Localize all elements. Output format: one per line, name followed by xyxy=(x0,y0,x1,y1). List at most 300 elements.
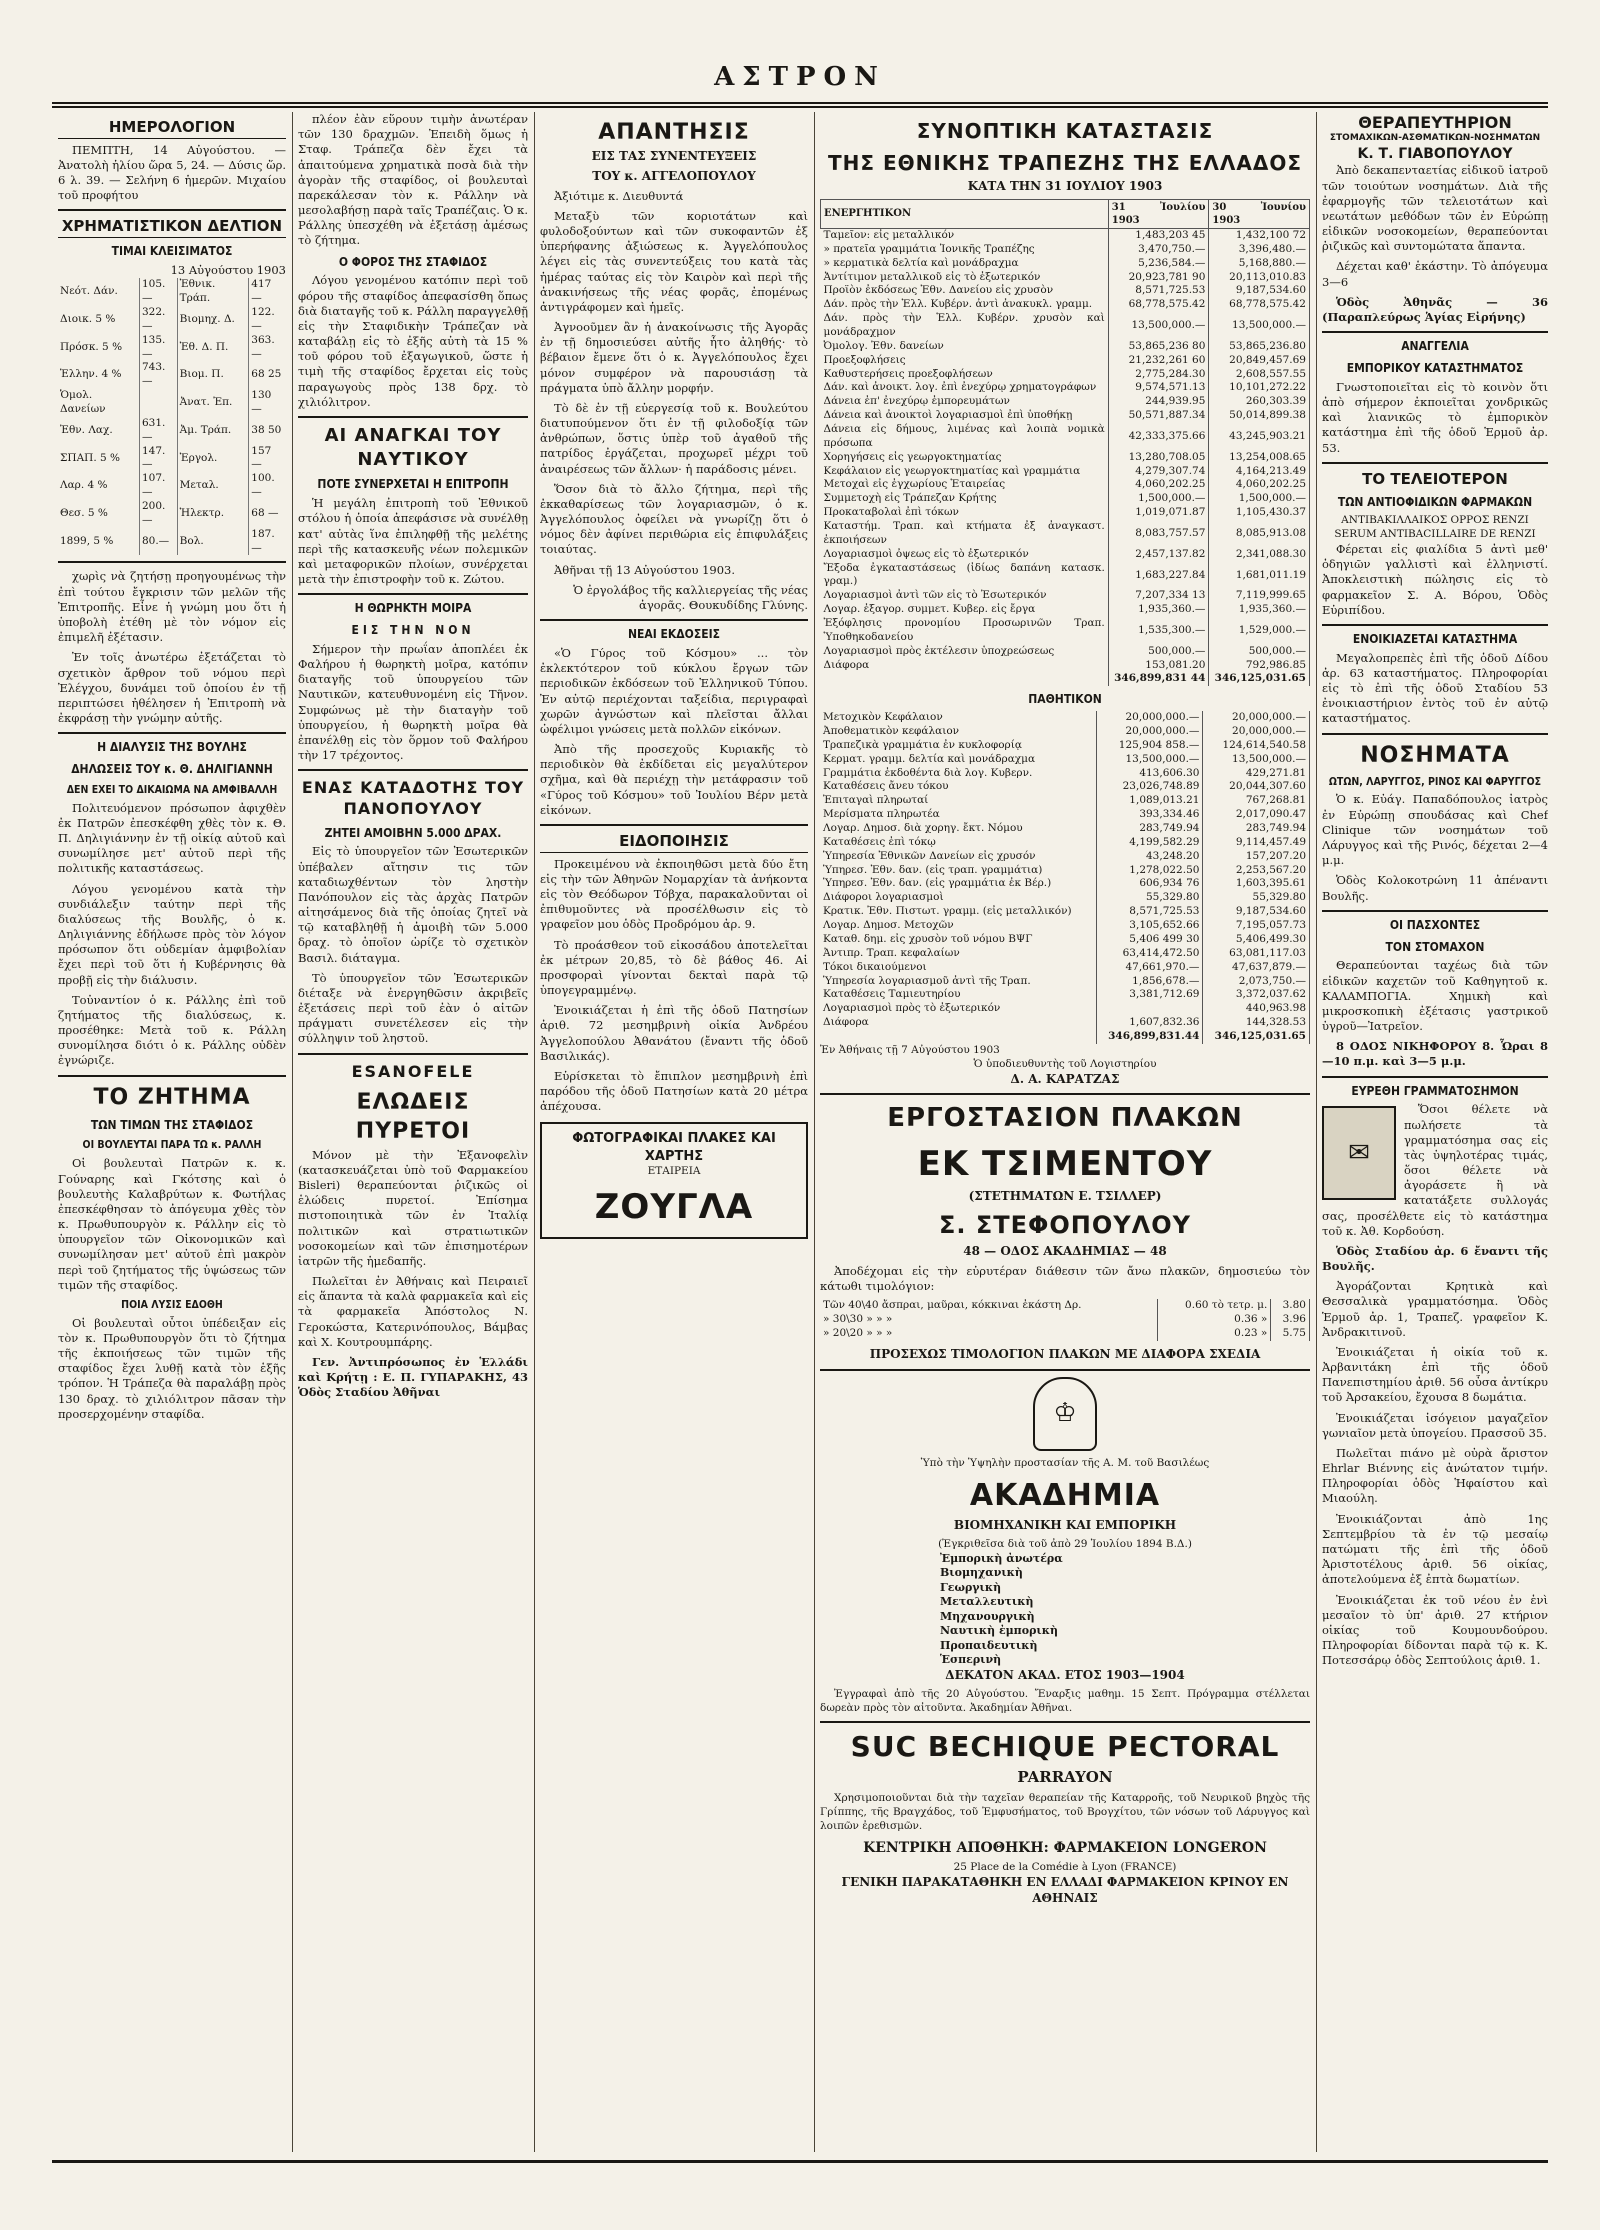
ad-contact: Γεν. Ἀντιπρόσωπος ἐν Ἑλλάδι καὶ Κρήτῃ : Ε. Π. ΓΥΠΑΡΑΚΗΣ, 43 Ὁδὸς Σταδίου Ἀθῆναι xyxy=(298,1355,528,1400)
classified-paragraph: Ἐνοικιάζεται ἐκ τοῦ νέου ἐν ἑνὶ μεσαῖον τὸ ὑπ' ἀριθ. 27 κτήριον οἰκίας τοῦ Κουμουνδούρου. Πληροφορίαι δίδονται παρὰ τῷ κ. Κ. Ποτεσσάρῳ ὁδὸς Σεπτούλοις ἀριθ. 1. xyxy=(1322,1592,1548,1668)
table-cell: 7,119,999.65 xyxy=(1209,589,1310,603)
article-paragraph: Ἡ μεγάλη ἐπιτροπὴ τοῦ Ἐθνικοῦ στόλου ἡ ὁποία ἀπεφάσισε νὰ συνέλθῃ κατ' αὐτὰς ἵνα ἐπιληφθῇ τῆς μελέτης περὶ τῆς κατασκευῆς νέων πολεμικῶν καὶ μεταφορικῶν πλοίων, συνέρχεται μετὰ τὴν ἐπιστροφὴν τοῦ κ. Ζώτου. xyxy=(298,496,528,587)
passive-row xyxy=(820,877,1310,891)
ad-paragraph: Γνωστοποιεῖται εἰς τὸ κοινὸν ὅτι ἀπὸ σήμερον ἐκποιεῖται χονδρικῶς καὶ λιανικῶς τὸ ἐμπορικὸν κατάστημα ἐπὶ τῆς ὁδοῦ Ἑρμοῦ ἀρ. 53. xyxy=(1322,379,1548,455)
rate-row xyxy=(58,417,286,445)
serum-subtitle: ΤΩΝ ΑΝΤΙΟΦΙΔΙΚΩΝ ΦΑΡΜΑΚΩΝ xyxy=(1337,495,1533,510)
tile-price-table xyxy=(820,1299,1310,1341)
active-row xyxy=(821,381,1310,395)
table-cell: 8,571,725.53 xyxy=(1096,905,1203,919)
table-cell: Ἐθνικ. Τράπ. xyxy=(177,278,249,306)
table-cell: Δάνεια εἰς δήμους, λιμένας καὶ λοιπὰ νομικὰ πρόσωπα xyxy=(821,423,1109,451)
divider xyxy=(1322,331,1548,333)
column-4 xyxy=(820,112,1310,2152)
tile-price-row xyxy=(820,1299,1310,1313)
academy-school-item: Ἐμπορικὴ ἀνωτέρα xyxy=(940,1551,1063,1565)
table-cell: 5,236,584.— xyxy=(1108,257,1209,271)
ad-paragraph: Μεγαλοπρεπὲς ἐπὶ τῆς ὁδοῦ Δίδου ἀρ. 63 καταστήματος. Πληροφορίαι εἰς τὸ ἐπὶ τῆς ὁδοῦ Σταδίου 53 ἐνοικιαστήριον ἐντὸς τοῦ ἐν αὐτῷ καταστήματος. xyxy=(1322,650,1548,726)
table-cell: Προκαταβολαὶ ἐπὶ τόκων xyxy=(821,506,1109,520)
table-cell: Τῶν 40\40 ἄσπραι, μαῦραι, κόκκιναι ἐκάστη Δρ. xyxy=(820,1299,1157,1313)
table-cell: 125,904 858.— xyxy=(1096,739,1203,753)
table-cell: Τόκοι δικαιούμενοι xyxy=(820,961,1096,975)
naval-subtitle: ΠΟΤΕ ΣΥΝΕΡΧΕΤΑΙ Η ΕΠΙΤΡΟΠΗ xyxy=(317,477,509,492)
table-cell: 1,935,360.— xyxy=(1108,603,1209,617)
stomach-subtitle: ΤΟΝ ΣΤΟΜΑΧΟΝ xyxy=(1385,939,1485,954)
ad-address: Ὁδὸς Σταδίου ἀρ. 6 ἔναντι τῆς Βουλῆς. xyxy=(1322,1243,1548,1274)
bottom-rule xyxy=(52,2160,1548,2163)
table-cell: 13,500,000.— xyxy=(1203,753,1310,767)
article-paragraph: Τὸ ὑπουργεῖον τῶν Ἐσωτερικῶν διέταξε νὰ ἐνεργηθῶσιν ἀκριβεῖς ἐξετάσεις περὶ τοῦ ἐὰν ὁ αἰτῶν πράγματι συνετέλεσεν εἰς τὴν σύλληψιν τοῦ ληστοῦ. xyxy=(298,970,528,1046)
table-cell: Ἀνατ. Ἐπ. xyxy=(177,389,249,417)
diseases-title: ΝΟΣΗΜΑΤΑ xyxy=(1360,742,1510,768)
table-cell: Λογαριασμοὶ πρὸς ἐκτέλεσιν ὑποχρεώσεως xyxy=(821,645,1109,659)
table-cell: 9,574,571.13 xyxy=(1108,381,1209,395)
ad-paragraph: Ὁ κ. Εὐάγ. Παπαδόπουλος ἰατρὸς ἐν Εὐρώπῃ σπουδάσας καὶ Chef Clinique τῶν νοσημάτων τοῦ Λάρυγγος καὶ τῆς Ρινός, δέχεται 2—4 μ.μ. xyxy=(1322,792,1548,868)
photo-brand: ΖΟΥΓΛΑ xyxy=(594,1186,754,1227)
academy-school-item: Βιομηχανικὴ xyxy=(940,1566,1023,1580)
column-rule xyxy=(292,112,293,2152)
ad-paragraph: Πωλεῖται ἐν Ἀθήναις καὶ Πειραιεῖ εἰς ἅπαντα τὰ καλὰ φαρμακεῖα καὶ εἰς τὰ φαρμακεῖα Ἀπόστολος Ν. Γεροκώστα, Κατερινόπουλος, Βάμβας καὶ Χ. Κουτρουμπάρης. xyxy=(298,1274,528,1349)
table-cell: Θεσ. 5 % xyxy=(58,500,139,528)
passive-row xyxy=(820,822,1310,836)
table-cell: 80.— xyxy=(139,528,177,556)
active-row xyxy=(821,395,1310,409)
active-row xyxy=(821,368,1310,382)
calendar-text: ΠΕΜΠΤΗ, 14 Αὐγούστου. — Ἀνατολὴ ἡλίου ὥρα 5, 24. — Δύσις ὥρ. 6 λ. 39. — Σελήνη 6 ἡμερῶν. Μιχαίου τοῦ προφήτου xyxy=(58,142,286,203)
table-cell: 346,899,831 44 xyxy=(1108,672,1209,686)
ad-paragraph: Ὅσοι θέλετε νὰ πωλήσετε τὰ γραμματόσημα σας εἰς τὰς ὑψηλοτέρας τιμάς, ὅσοι θέλετε νὰ ἀγοράσετε ἢ νὰ κατατάξετε συλλογάς σας, προσέλθετε εἰς τὸ κατάστημα τοῦ κ. Ἀθ. Κορδούση. xyxy=(1322,1102,1548,1238)
table-cell: Ἐθ. Δ. Π. xyxy=(177,334,249,362)
table-cell: 5,406,499.30 xyxy=(1203,933,1310,947)
table-cell: Ὑπηρεσία Ἐθνικῶν Δανείων εἰς χρυσόν xyxy=(820,850,1096,864)
staphis-subtitle: ΤΩΝ ΤΙΜΩΝ ΤΗΣ ΣΤΑΦΙΔΟΣ xyxy=(90,1117,254,1132)
rate-row xyxy=(58,278,286,306)
active-row xyxy=(821,589,1310,603)
academy-text: Ἐγγραφαὶ ἀπὸ τῆς 20 Αὐγούστου. Ἔναρξις μαθημ. 15 Σεπτ. Πρόγραμμα στέλλεται δωρεὰν πρὸς τὸν αἰτοῦντα. Ἀκαδημίαν Ἀθῆναι. xyxy=(820,1687,1310,1714)
academy-title: ΑΚΑΔΗΜΙΑ xyxy=(969,1478,1161,1514)
table-cell: 122.— xyxy=(251,306,275,332)
stamp-icon: ✉ xyxy=(1322,1106,1396,1200)
divider xyxy=(58,1075,286,1077)
diseases-subtitle: ΩΤΩΝ, ΛΑΡΥΓΓΟΣ, ΡΙΝΟΣ ΚΑΙ ΦΑΡΥΓΓΟΣ xyxy=(1328,775,1542,788)
stomach-title: ΟΙ ΠΑΣΧΟΝΤΕΣ xyxy=(1389,917,1481,932)
table-cell: 9,187,534.60 xyxy=(1203,905,1310,919)
active-row xyxy=(821,465,1310,479)
academy-patronage: Ὑπὸ τὴν Ὑψηλὴν προστασίαν τῆς Α. Μ. τοῦ Βασιλέως xyxy=(920,1456,1210,1469)
table-cell: 147.— xyxy=(139,445,177,473)
table-cell: 68,778,575.42 xyxy=(1209,298,1310,312)
table-cell: 283,749.94 xyxy=(1203,822,1310,836)
ad-paragraph: Θεραπεύονται ταχέως διὰ τῶν εἰδικῶν καχετῶν τοῦ Καθηγητοῦ κ. ΚΑΛΑΜΠΟΓΙΑ. Χημικὴ καὶ μικροσκοπικὴ ἐξέτασις γαστρικοῦ ὑγροῦ—Ἰατρεῖον. xyxy=(1322,958,1548,1034)
table-cell: Ὁμολ. Δανείων xyxy=(58,389,139,417)
balance-date-title: ΚΑΤΑ ΤΗΝ 31 ΙΟΥΛΙΟΥ 1903 xyxy=(967,178,1163,193)
table-cell: 440,963.98 xyxy=(1203,1002,1310,1016)
table-cell: Μερίσματα πληρωτέα xyxy=(820,808,1096,822)
active-row xyxy=(821,451,1310,465)
serum-title: ΤΟ ΤΕΛΕΙΟΤΕΡΟΝ xyxy=(1362,469,1508,488)
suc-address: 25 Place de la Comédie à Lyon (FRANCE) xyxy=(953,1861,1177,1874)
passive-row xyxy=(820,891,1310,905)
table-cell: Ἀποθεματικὸν κεφάλαιον xyxy=(820,725,1096,739)
table-cell: 1,019,071.87 xyxy=(1108,506,1209,520)
tile-footer: ΠΡΟΣΕΧΩΣ ΤΙΜΟΛΟΓΙΟΝ ΠΛΑΚΩΝ ΜΕ ΔΙΑΦΟΡΑ ΣΧΕΔΙΑ xyxy=(869,1346,1261,1361)
passive-row xyxy=(820,767,1310,781)
passive-row xyxy=(820,919,1310,933)
divider xyxy=(58,561,286,563)
phoros-title: Ο ΦΟΡΟΣ ΤΗΣ ΣΤΑΦΙΔΟΣ xyxy=(338,254,488,269)
article-paragraph: Τοὐναντίον ὁ κ. Ράλλης ἐπὶ τοῦ ζητήματος τῆς διαλύσεως, κ. προσέθηκε: Μετὰ τοῦ κ. Ράλλη συνομίλησα διότι ὁ κ. Ράλλης οὐδὲν ἐγνώριζε. xyxy=(58,992,286,1068)
passive-row xyxy=(820,933,1310,947)
esanofele-brand: ESANOFELE xyxy=(351,1061,475,1081)
active-row xyxy=(821,645,1310,659)
article-paragraph: Ἀπὸ τῆς προσεχοῦς Κυριακῆς τὸ περιοδικὸν θὰ ἐκδίδεται εἰς μεγαλύτερον σχῆμα, καὶ θὰ περιέχῃ τὴν μετάφρασιν τοῦ «Γύρος τοῦ Κόσμου» τοῦ Ἰουλίου Βέρν μετὰ εἰκόνων. xyxy=(540,742,808,817)
table-cell: 20,000,000.— xyxy=(1096,711,1203,725)
article-paragraph: «Ὁ Γύρος τοῦ Κόσμου» ... τὸν ἐκλεκτότερον τοῦ κύκλου ἔργων τῶν περιοδικῶν ἐκδόσεων τοῦ Ἑλληνικοῦ Τύπου. Ἐν αὐτῷ περιέχονται ταξείδια, περιγραφαὶ χωρῶν ἀγνώστων καὶ πλεῖσται ἄλλαι ὠφέλιμοι γνώσεις μετὰ πολλῶν εἰκόνων. xyxy=(540,645,808,736)
serum-name: ΑΝΤΙΒΑΚΙΛΛΑΙΚΟΣ ΟΡΡΟΣ RENZI xyxy=(1341,514,1529,527)
article-paragraph: Εἰς τὸ ὑπουργεῖον τῶν Ἐσωτερικῶν ὑπέβαλεν αἴτησιν τις τῶν καταδιωχθέντων τὸν ληστὴν Πανόπουλον εἰς τὰς ἀρχὰς Πατρῶν αἰτησάμενος διὰ τῆς ὁποίας ζητεῖ νὰ τῷ καταβληθῇ ἡ ἀμοιβὴ τῶν 5.000 δραχ. τὸ ὁποῖον ὡρίζε τὸ σχετικὸν Βασιλ. διάταγμα. xyxy=(298,844,528,965)
table-cell: 1,278,022.50 xyxy=(1096,864,1203,878)
table-cell: 0.60 τὸ τετρ. μ. xyxy=(1157,1299,1271,1313)
table-cell: Ἑλλην. 4 % xyxy=(58,361,139,389)
tile-address: 48 — ΟΔΟΣ ΑΚΑΔΗΜΙΑΣ — 48 xyxy=(963,1244,1167,1259)
table-cell: 20,000,000.— xyxy=(1203,711,1310,725)
table-cell: Δάν. καὶ ἀνοικτ. λογ. ἐπὶ ἐνεχύρῳ χρηματογράφων xyxy=(821,381,1109,395)
divider xyxy=(298,593,528,595)
passive-row xyxy=(820,836,1310,850)
table-cell: 1899, 5 % xyxy=(58,528,139,556)
table-cell: Διάφοροι λογαριασμοὶ xyxy=(820,891,1096,905)
col-head-a: 31 Ἰουλίου 1903 xyxy=(1108,199,1209,228)
table-cell: 363.— xyxy=(251,333,275,360)
table-cell xyxy=(820,1030,1096,1044)
table-cell: 792,986.85 xyxy=(1209,659,1310,673)
passive-row xyxy=(820,739,1310,753)
table-cell: 20,113,010.83 xyxy=(1209,271,1310,285)
suc-text: Χρησιμοποιοῦνται διὰ τὴν ταχεῖαν θεραπείαν τῆς Καταρροῆς, τοῦ Νευρικοῦ βηχὸς τῆς Γρίππης, τῆς Βραγχάδος, τοῦ Ἐμφυσήματος, τοῦ Βρογχίτου, τῶν νόσων τοῦ Λάρυγγος καὶ λοιπῶν ἐρεθισμῶν. xyxy=(820,1792,1310,1832)
suc-depot: ΚΕΝΤΡΙΚΗ ΑΠΟΘΗΚΗ: ΦΑΡΜΑΚΕΙΟΝ LONGERON xyxy=(863,1839,1267,1856)
ad-paragraph: Δέχεται καθ' ἑκάστην. Τὸ ἀπόγευμα 3—6 xyxy=(1322,259,1548,289)
active-total-row xyxy=(821,672,1310,686)
boule-subtitle-2: ΔΕΝ ΕΧΕΙ ΤΟ ΔΙΚΑΙΩΜΑ ΝΑ ΑΜΦΙΒΑΛΛΗ xyxy=(66,783,278,796)
article-paragraph: Λόγου γενομένου κατόπιν περὶ τοῦ φόρου τῆς σταφίδος ἀπεφασίσθη ὅπως διὰ διαταγῆς τοῦ κ. Ράλλη παραγγελθῇ εἰς τὴν Σταφιδικὴν Τράπεζαν νὰ καταβάλῃ εἰς τὸ ἐξῆς αὐτὴ τὰ 15 % τοῦ φόρου τοῦ ἐξαγωγικοῦ, ὥστε ἡ τιμὴ τῆς σταφίδος ἔρχεται εἰς τοὺς παραγωγοὺς πρὸς 138 δρχ. τὸ χιλιόλιτρον. xyxy=(298,273,528,409)
table-cell: Καταθέσεις ἄνευ τόκου xyxy=(820,780,1096,794)
table-cell: Διάφορα xyxy=(821,659,1109,673)
table-cell: Καταθ. δημ. εἰς χρυσὸν τοῦ νόμου ΒΨΓ xyxy=(820,933,1096,947)
photo-subtitle: ΕΤΑΙΡΕΙΑ xyxy=(647,1164,701,1177)
academy-subtitle: ΒΙΟΜΗΧΑΝΙΚΗ ΚΑΙ ΕΜΠΟΡΙΚΗ xyxy=(953,1518,1177,1533)
active-row xyxy=(821,284,1310,298)
rate-row xyxy=(58,528,286,556)
table-cell: 187.— xyxy=(251,527,275,554)
classified-paragraph: Ἐνοικιάζεται ἡ οἰκία τοῦ κ. Ἀρβανιτάκη ἐπὶ τῆς ὁδοῦ Πανεπιστημίου ἀριθ. 56 οὖσα ἀντίκρυ τοῦ Ἀρσακείου, ἔχουσα 8 δωμάτια. xyxy=(1322,1344,1548,1405)
boule-subtitle: ΔΗΛΩΣΕΙΣ ΤΟΥ κ. Θ. ΔΗΛΙΓΙΑΝΝΗ xyxy=(71,762,273,777)
academy-school-item: Ναυτικὴ ἐμπορικὴ xyxy=(940,1624,1058,1638)
table-cell: Δάν. πρὸς τὴν Ἑλλ. Κυβέρν. ἀντὶ ἀνακυκλ. γραμμ. xyxy=(821,298,1109,312)
balance-title-2: ΤΗΣ ΕΘΝΙΚΗΣ ΤΡΑΠΕΖΗΣ ΤΗΣ ΕΛΛΑΔΟΣ xyxy=(827,151,1302,176)
kataldotis-title: ΕΝΑΣ ΚΑΤΑΔΟΤΗΣ ΤΟΥ ΠΑΝΟΠΟΥΛΟΥ xyxy=(301,778,525,819)
table-cell: Μεταλ. xyxy=(177,472,249,500)
table-cell: Λαρ. 4 % xyxy=(58,472,139,500)
table-cell: Διοικ. 5 % xyxy=(58,306,139,334)
table-cell: Χορηγήσεις εἰς γεωργοκτηματίας xyxy=(821,451,1109,465)
exchange-title: ΧΡΗΜΑΤΙΣΤΙΚΟΝ ΔΕΛΤΙΟΝ xyxy=(58,217,286,238)
table-cell: 47,637,879.— xyxy=(1203,961,1310,975)
letter-signature: Ὁ ἐργολάβος τῆς καλλιεργείας τῆς νέας ἀγορᾶς. Θουκυδίδης Γλύνης. xyxy=(573,582,808,612)
table-cell: 43,248.20 xyxy=(1096,850,1203,864)
article-paragraph: Τὸ δὲ ἐν τῇ εὐεργεσίᾳ τοῦ κ. Βουλεύτου διατυπούμενον ὅτι ἐν τῇ φιλοδοξίᾳ τῶν ἀνθρώπων, ὅστις ὑπὲρ τοῦ ἀγαθοῦ τῆς πατρίδος ἐργάζεται, προχωρεῖ μέχρι τοῦ ἀναιρέσεως τῶν ἄλλων· ἡ παράδοσις μένει. xyxy=(540,400,808,476)
balance-sign: Ὁ ὑποδιευθυντὴς τοῦ Λογιστηρίου xyxy=(973,1057,1157,1070)
table-cell: Τραπεζικὰ γραμμάτια ἐν κυκλοφορίᾳ xyxy=(820,739,1096,753)
classified-paragraph: Ἐνοικιάζονται ἀπὸ 1ης Σεπτεμβρίου τὰ ἐν τῷ μεσαίῳ πατώματι τῆς ἐπὶ τῆς ὁδοῦ Ἀριστοτέλους ἀριθ. 56 οἰκίας, ἀποτελούμενα ἐξ ἐπτὰ δωματίων. xyxy=(1322,1511,1548,1587)
photo-title: ΦΩΤΟΓΡΑΦΙΚΑΙ ΠΛΑΚΕΣ ΚΑΙ ΧΑΡΤΗΣ xyxy=(572,1131,776,1164)
table-cell: 20,849,457.69 xyxy=(1209,354,1310,368)
table-cell: Ὑπηρεσ. Ἐθν. δαν. (εἰς γραμμάτια ἐκ Βέρ.) xyxy=(820,877,1096,891)
table-cell: 4,279,307.74 xyxy=(1108,465,1209,479)
table-cell: 244,939.95 xyxy=(1108,395,1209,409)
table-cell: 47,661,970.— xyxy=(1096,961,1203,975)
divider xyxy=(298,769,528,771)
article-paragraph: Σήμερον τὴν πρωΐαν ἀποπλέει ἐκ Φαλήρου ἡ θωρηκτὴ μοῖρα, κατόπιν διαταγῆς τοῦ ὑπουργείου τῶν Ναυτικῶν, κατευθυνομένη εἰς Τῆνον. Συμφώνως μὲ τὴν διαταγὴν τοῦ ὑπουργείου, ἡ θωρηκτὴ μοῖρα θὰ ἐπανέλθῃ εἰς τὸν ὅρμον τοῦ Φαλήρου τὴν 17 τρέχοντος. xyxy=(298,641,528,763)
active-row xyxy=(821,562,1310,590)
academy-schools xyxy=(820,1552,1310,1668)
table-cell: 4,060,202.25 xyxy=(1108,478,1209,492)
table-cell: 68 — xyxy=(251,506,279,519)
table-cell: ΣΠΑΠ. 5 % xyxy=(58,445,139,473)
table-cell: 4,164,213.49 xyxy=(1209,465,1310,479)
passive-row xyxy=(820,1016,1310,1030)
table-cell: 2,775,284.30 xyxy=(1108,368,1209,382)
tile-text: Ἀποδέχομαι εἰς τὴν εὐρυτέραν διάθεσιν τῶν ἄνω πλακῶν, δημοσιεύω τὸν κάτωθι τιμολόγιον: xyxy=(820,1263,1310,1294)
academy-school-item: Προπαιδευτικὴ xyxy=(940,1638,1038,1652)
ad-paragraph: Ἀπὸ δεκαπενταετίας εἰδικοῦ ἰατροῦ τῶν τοιούτων νοσημάτων. Διὰ τῆς ἐφαρμογῆς τῶν τελειοτάτων καὶ νεωτάτων μεθόδων τῶν ἐν Εὐρώπῃ εἰδικῶν νοσοκομείων, θεραπεύονται ῥιζικῶς καὶ συντομώτατα ἅπαντα. xyxy=(1322,163,1548,254)
review-title: ΝΕΑΙ ΕΚΔΟΣΕΙΣ xyxy=(628,627,720,642)
rate-row xyxy=(58,472,286,500)
table-cell: 68,778,575.42 xyxy=(1108,298,1209,312)
table-cell: 153,081.20 xyxy=(1108,659,1209,673)
table-cell: Γραμμάτια ἐκδοθέντα διὰ λογ. Κυβερν. xyxy=(820,767,1096,781)
table-cell: Ὑπηρεσ. Ἐθν. δαν. (εἰς τραπ. γραμμάτια) xyxy=(820,864,1096,878)
passive-label: ΠΑΘΗΤΙΚΟΝ xyxy=(1028,692,1102,707)
divider xyxy=(1322,733,1548,735)
notice-paragraph: Προκειμένου νὰ ἐκποιηθῶσι μετὰ δύο ἔτη εἰς τὴν τῶν Ἀθηνῶν Νομαρχίαν τὰ ἀνήκοντα εἰς τὸν Θεόδωρον Τόβχα, παρακαλοῦνται οἱ ἐπιθυμοῦντες νὰ προσέλθωσιν εἰς τὸ γραφεῖον μου ὁδὸς Προδρόμου ἀρ. 9. xyxy=(540,856,808,932)
table-cell: Κεφάλαιον εἰς γεωργοκτηματίας καὶ γραμμάτια xyxy=(821,465,1109,479)
active-row xyxy=(821,312,1310,340)
reply-subtitle-2: ΤΟΥ κ. ΑΓΓΕΛΟΠΟΥΛΟΥ xyxy=(592,168,756,183)
table-cell: 50,014,899.38 xyxy=(1209,409,1310,423)
table-cell: 63,414,472.50 xyxy=(1096,947,1203,961)
table-cell: 346,125,031.65 xyxy=(1209,672,1310,686)
academy-note: (Ἐγκριθεῖσα διὰ τοῦ ἀπὸ 29 Ἰουλίου 1894 Β.Δ.) xyxy=(938,1537,1192,1550)
table-cell: 429,271.81 xyxy=(1203,767,1310,781)
table-cell: 2,073,750.— xyxy=(1203,975,1310,989)
table-cell: Κερματ. γραμμ. δελτία καὶ μονάδραχμα xyxy=(820,753,1096,767)
rate-row xyxy=(58,445,286,473)
table-cell: Ἐθν. Λαχ. xyxy=(58,417,139,445)
article-paragraph: Μεταξὺ τῶν κοριοτάτων καὶ φυλοδοξούντων καὶ τῶν συκοφαντῶν ἐξ ὑπερήφανης ἀξιώσεως κ. Ἀγγελόπουλος λέγει εἰς τὰς συνεντεύξεις του κατὰ τὰς ἡμέρας ταύτας εἰς τὸν Καιρὸν καὶ περὶ τῆς ἀνακινήσεως τῆς νέας φορᾶς, ἐπομένως ἀντιγράφομεν καὶ ἡμεῖς. xyxy=(540,208,808,314)
table-cell: 3,470,750.— xyxy=(1108,243,1209,257)
table-cell: 7,207,334 13 xyxy=(1108,589,1209,603)
ad-paragraph: Μόνον μὲ τὴν Ἐξανοφελὶν (κατασκευάζεται ὑπὸ τοῦ Φαρμακείου Bisleri) θεραπεύονται ῥιζικῶς οἱ ἑλώδεις πυρετοί. Ἐπίσημα πιστοποιητικὰ τῶν ἐν Ἰταλίᾳ πολιτικῶν καὶ στρατιωτικῶν νοσοκομείων καὶ τῶν ἐπισημοτέρων ἰατρῶν τῆς ἡμεδαπῆς. xyxy=(298,1147,528,1268)
divider xyxy=(540,619,808,621)
article-paragraph: Ἐν τοῖς ἀνωτέρω ἐξετάζεται τὸ σχετικὸν ἄρθρον τοῦ νόμου περὶ Ἐλέγχου, δυνάμει τοῦ ὁποίου ἐν τῇ περιπτώσει ἠθέλησεν ἡ Ἐπιτροπὴ νὰ ἐκφράσῃ τὴν γνώμην αὐτῆς. xyxy=(58,650,286,726)
table-cell: 413,606.30 xyxy=(1096,767,1203,781)
table-cell: » 30\30 » » » xyxy=(820,1313,1157,1327)
table-cell: Ἀμ. Τράπ. xyxy=(177,417,249,445)
classified-paragraph: Πωλεῖται πιάνο μὲ οὐρὰ ἄριστον Ehrlar Βιέννης εἰς ἀνώτατον τιμήν. Πληροφορίαι ὁδὸς Ἡφαίστου καὶ Μιαούλη. xyxy=(1322,1445,1548,1506)
table-cell: 157 — xyxy=(251,444,272,471)
greeting: Ἀξιότιμε κ. Διευθυντά xyxy=(554,188,684,203)
table-cell: Ταμεῖον: εἰς μεταλλικόν xyxy=(821,228,1109,242)
passive-row xyxy=(820,850,1310,864)
announce-title: ΑΝΑΓΓΕΛΙΑ xyxy=(1401,339,1469,354)
balance-title: ΣΥΝΟΠΤΙΚΗ ΚΑΤΑΣΤΑΣΙΣ xyxy=(916,119,1214,143)
divider xyxy=(1322,624,1548,626)
table-cell: 100.— xyxy=(251,472,275,499)
column-1 xyxy=(58,112,286,2152)
active-row xyxy=(821,478,1310,492)
notice-paragraph: Εὑρίσκεται τὸ ἔπιπλον μεσημβρινὴ ἐπὶ παρόδου τῆς ὁδοῦ Πατησίων κατὰ 20 μέτρα ἀπέχουσα. xyxy=(540,1068,808,1114)
table-cell: 3.96 xyxy=(1271,1313,1310,1327)
passive-row xyxy=(820,1002,1310,1016)
table-cell: 20,000,000.— xyxy=(1203,725,1310,739)
table-cell: 500,000.— xyxy=(1108,645,1209,659)
active-row xyxy=(821,298,1310,312)
passive-row xyxy=(820,780,1310,794)
tile-price-row xyxy=(820,1327,1310,1341)
rates-table xyxy=(58,278,286,555)
rate-row xyxy=(58,389,286,417)
table-cell: Βιομηχ. Δ. xyxy=(177,306,249,334)
moira-subtitle: ΕΙΣ ΤΗΝ ΝΟΝ xyxy=(351,623,475,638)
passive-row xyxy=(820,711,1310,725)
stamps-title: ΕΥΡΕΘΗ ΓΡΑΜΜΑΤΟΣΗΜΟΝ xyxy=(1351,1083,1519,1098)
article-paragraph: Ἀγνοοῦμεν ἂν ἡ ἀνακοίνωσις τῆς Ἀγορᾶς ἐν τῇ δημοσιεύσει αὐτῆς ἦτο ἀληθής· τὸ βέβαιον ἔμενε ὅτι ὁ κ. Ἀγγελόπουλος ἔχει μόνον συμφέρον νὰ παρουσιάσῃ τὰ πράγματα ὑπὸ ἄλλην μορφήν. xyxy=(540,320,808,395)
pyretoi-title: ΕΛΩΔΕΙΣ ΠΥΡΕΤΟΙ xyxy=(355,1089,471,1144)
table-cell: 200.— xyxy=(139,500,177,528)
moira-title: Η ΘΩΡΗΚΤΗ ΜΟΙΡΑ xyxy=(354,601,472,616)
staphis-subtitle-2: ΟΙ ΒΟΥΛΕΥΤΑΙ ΠΑΡΑ ΤΩ κ. ΡΑΛΛΗ xyxy=(82,1139,262,1152)
table-cell: 55,329.80 xyxy=(1096,891,1203,905)
divider xyxy=(298,416,528,418)
table-cell: 1,681,011.19 xyxy=(1209,562,1310,590)
ad-address: Ὁδὸς Ἀθηνᾶς — 36 (Παραπλεύρως Ἁγίας Εἰρήνης) xyxy=(1322,294,1548,324)
table-cell: 130 — xyxy=(251,389,272,416)
table-cell: 43,245,903.21 xyxy=(1209,423,1310,451)
table-cell: 322.— xyxy=(139,306,177,334)
tile-price-row xyxy=(820,1313,1310,1327)
column-2 xyxy=(298,112,528,2152)
passive-row xyxy=(820,753,1310,767)
table-cell: 107.— xyxy=(139,472,177,500)
divider xyxy=(820,1093,1310,1095)
active-row xyxy=(821,520,1310,548)
rent-title: ΕΝΟΙΚΙΑΖΕΤΑΙ ΚΑΤΑΣΤΗΜΑ xyxy=(1352,631,1518,646)
table-cell: 23,026,748.89 xyxy=(1096,780,1203,794)
table-cell: 13,500,000.— xyxy=(1209,312,1310,340)
article-paragraph: Λόγου γενομένου κατὰ τὴν συνδιάλεξιν ταύτην περὶ τῆς διαλύσεως τῆς Βουλῆς, ὁ κ. Δηλιγιάννης ἐδήλωσε πρὸς τὸν λόγον πρόσωπον ὅτι οὐδεμίαν ἀμφιβολίαν ἔχει περὶ τοῦ ὅτι ἡ Κυβέρνησις θὰ προβῇ εἰς τὴν διάλυσιν. xyxy=(58,881,286,987)
article-paragraph: Οἱ βουλευταὶ οὗτοι ὑπέδειξαν εἰς τὸν κ. Πρωθυπουργὸν ὅτι τὸ ζήτημα τῆς ἐκποιήσεως τῶν τιμῶν τῆς σταφίδος ἔχει λυθῇ κατὰ τὸν ἑξῆς τρόπον. Ἡ Τράπεζα θὰ παραλάβῃ πρὸς 130 δραχ. τὸ χιλιόλιτρον πᾶσαν τὴν προσερχομένην σταφίδα. xyxy=(58,1315,286,1421)
passive-row xyxy=(820,947,1310,961)
table-cell: 417 — xyxy=(251,278,272,305)
letter-date: Ἀθῆναι τῇ 13 Αὐγούστου 1903. xyxy=(554,562,736,577)
tile-title-2: ΕΚ ΤΣΙΜΕΝΤΟΥ xyxy=(917,1143,1213,1184)
passive-row xyxy=(820,961,1310,975)
table-cell: 124,614,540.58 xyxy=(1203,739,1310,753)
table-cell: Λογαρ. ἐξαγορ. συμμετ. Κυβερ. εἰς ἔργα xyxy=(821,603,1109,617)
table-cell: 21,232,261 60 xyxy=(1108,354,1209,368)
table-cell: Καθυστερήσεις προεξοφλήσεων xyxy=(821,368,1109,382)
table-cell: 1,105,430.37 xyxy=(1209,506,1310,520)
passive-row xyxy=(820,725,1310,739)
table-cell: Προεξοφλήσεις xyxy=(821,354,1109,368)
table-cell: 20,000,000.— xyxy=(1096,725,1203,739)
table-cell xyxy=(1096,1002,1203,1016)
table-cell: 157,207.20 xyxy=(1203,850,1310,864)
active-row xyxy=(821,506,1310,520)
classified-paragraph: Ἀγοράζονται Κρητικὰ καὶ Θεσσαλικὰ γραμματόσημα. Ὁδὸς Ἑρμοῦ ἀρ. 1, Τραπεζ. γραφεῖον Κ. Ἀνδρακιτινοῦ. xyxy=(1322,1279,1548,1339)
active-row xyxy=(821,354,1310,368)
active-row xyxy=(821,603,1310,617)
table-cell: Ἐργολ. xyxy=(177,445,249,473)
article-paragraph: Ὅσον διὰ τὸ ἄλλο ζήτημα, περὶ τῆς ἐκκαθαρίσεως τῶν λογαριασμῶν, ὁ κ. Ἀγγελόπουλος ὀφείλει νὰ γνωρίζῃ ὅτι ὁ νόμος δὲν ἀφίνει περιθώρια εἰς ἐπιφυλάξεις τοιαύτας. xyxy=(540,481,808,557)
table-cell: Ἡλεκτρ. xyxy=(177,500,249,528)
table-cell: 68 25 xyxy=(251,368,282,381)
active-row xyxy=(821,409,1310,423)
table-cell: 8,083,757.57 xyxy=(1108,520,1209,548)
passive-row xyxy=(820,864,1310,878)
table-cell: 606,934 76 xyxy=(1096,877,1203,891)
table-cell: 346,125,031.65 xyxy=(1203,1030,1310,1044)
table-cell: 135.— xyxy=(139,334,177,362)
column-rule xyxy=(534,112,535,2152)
table-cell: 9,187,534.60 xyxy=(1209,284,1310,298)
tile-title: ΕΡΓΟΣΤΑΣΙΟΝ ΠΛΑΚΩΝ xyxy=(887,1103,1243,1134)
staphis-question: ΠΟΙΑ ΛΥΣΙΣ ΕΔΟΘΗ xyxy=(121,1298,223,1311)
table-cell: 3,372,037.62 xyxy=(1203,988,1310,1002)
academy-school-item: Ἑσπερινὴ xyxy=(940,1653,1002,1667)
divider xyxy=(820,1369,1310,1371)
table-cell: Καταθέσεις Ταμιευτηρίου xyxy=(820,988,1096,1002)
table-cell: 1,535,300.— xyxy=(1108,617,1209,645)
table-cell: Μετοχαὶ εἰς ἐγχωρίους Ἑταιρείας xyxy=(821,478,1109,492)
table-cell: 13,500,000.— xyxy=(1108,312,1209,340)
table-cell: 4,199,582.29 xyxy=(1096,836,1203,850)
crest-icon: ♔ xyxy=(1033,1377,1097,1451)
table-cell: 20,923,781 90 xyxy=(1108,271,1209,285)
table-cell: 2,341,088.30 xyxy=(1209,548,1310,562)
active-row xyxy=(821,271,1310,285)
suc-title: SUC BECHIQUE PECTORAL xyxy=(850,1730,1280,1764)
rate-row xyxy=(58,361,286,389)
rate-row xyxy=(58,500,286,528)
table-cell: 53,865,236.80 xyxy=(1209,340,1310,354)
table-cell: Δάνεια ἐπ' ἐνεχύρῳ ἐμπορευμάτων xyxy=(821,395,1109,409)
article-paragraph: Πολιτευόμενον πρόσωπον ἀφιχθὲν ἐκ Πατρῶν ἐπεσκέφθη χθὲς τὸν κ. Θ. Π. Δηλιγιάννην ἐν τῇ οἰκίᾳ αὐτοῦ καὶ συνωμίλησε μετ' αὐτοῦ περὶ τῆς πολιτικῆς καταστάσεως. xyxy=(58,800,286,876)
rate-row xyxy=(58,334,286,362)
divider xyxy=(1322,1076,1548,1078)
table-cell: Συμμετοχὴ εἰς Τράπεζαν Κρήτης xyxy=(821,492,1109,506)
balance-passive-table xyxy=(820,711,1310,1044)
table-cell: 1,607,832.36 xyxy=(1096,1016,1203,1030)
table-cell: Δάνεια καὶ ἀνοικτοὶ λογαριασμοὶ ἐπὶ ὑποθήκῃ xyxy=(821,409,1109,423)
table-cell: Ὀμολογ. Ἐθν. δανείων xyxy=(821,340,1109,354)
table-cell: 3,105,652.66 xyxy=(1096,919,1203,933)
table-cell xyxy=(821,672,1109,686)
academy-year: ΔΕΚΑΤΟΝ ΑΚΑΔ. ΕΤΟΣ 1903—1904 xyxy=(945,1667,1185,1682)
passive-row xyxy=(820,905,1310,919)
table-cell: 1,683,227.84 xyxy=(1108,562,1209,590)
table-cell: Καταθέσεις ἐπὶ τόκῳ xyxy=(820,836,1096,850)
